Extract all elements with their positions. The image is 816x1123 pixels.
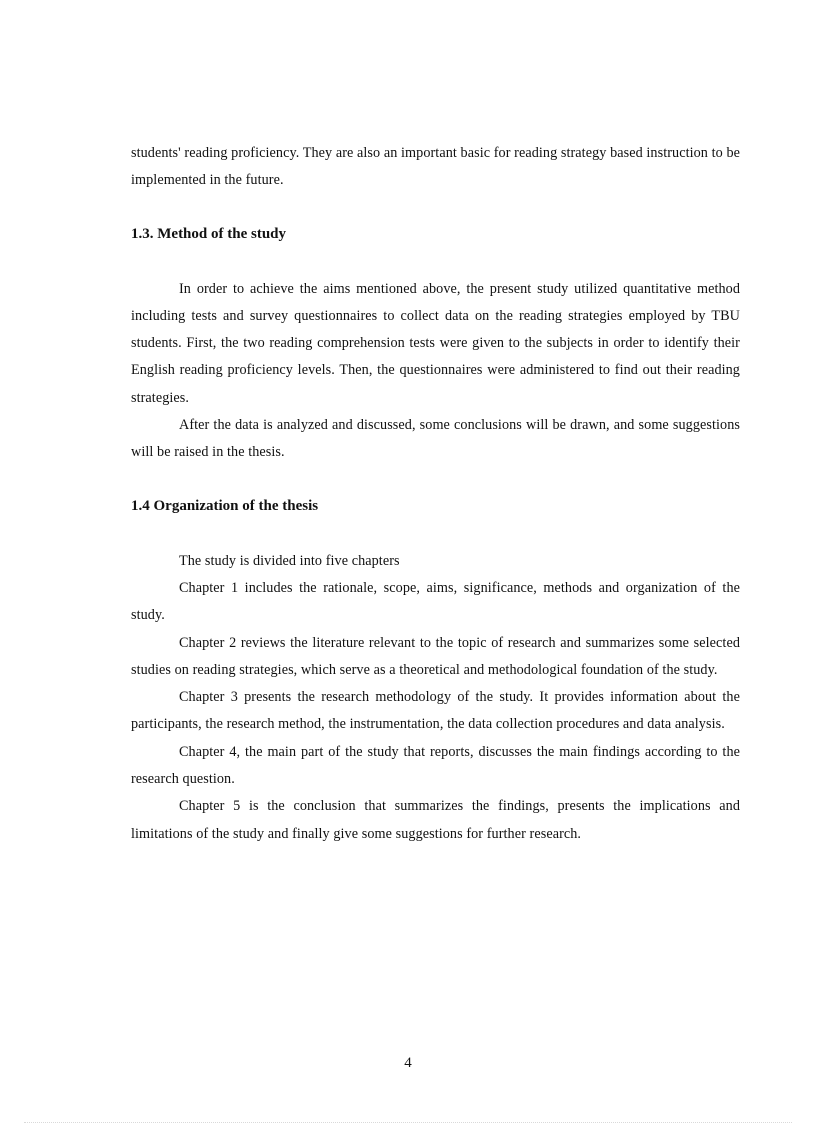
chapter-1-description: Chapter 1 includes the rationale, scope, aims, significance, methods and organization of the study. xyxy=(131,579,740,624)
section-heading-organization: 1.4 Organization of the thesis xyxy=(131,497,319,514)
method-paragraph-1: In order to achieve the aims mentioned above, the present study utilized quantitative method including tests and survey questionnaires to collect data on the reading strategies employed by TBU students. First, the two reading comprehension tests were given to the subjects in order to identify their English reading proficiency levels. Then, the questionnaires were administered to find out their reading strategies. xyxy=(131,280,740,406)
section-spacer xyxy=(131,195,740,221)
method-paragraph-2: After the data is analyzed and discussed, some conclusions will be drawn, and some suggestions will be raised in the thesis. xyxy=(131,417,740,461)
organization-intro: The study is divided into five chapters xyxy=(179,552,400,569)
heading-spacer xyxy=(131,248,740,276)
chapter-5-description: Chapter 5 is the conclusion that summarizes the findings, presents the implications and limitations of the study and finally give some suggestions for further research. xyxy=(131,798,740,842)
document-content xyxy=(131,140,740,848)
heading-spacer xyxy=(131,520,740,548)
section-spacer xyxy=(131,467,740,493)
chapter-3-description: Chapter 3 presents the research methodology of the study. It provides information about the participants, the research method, the instrumentation, the data collection procedures and data analysis. xyxy=(131,689,740,733)
opening-paragraph: students' reading proficiency. They are also an important basic for reading strategy based instruction to be implemented in the future. xyxy=(131,145,740,189)
section-heading-method: 1.3. Method of the study xyxy=(131,225,287,242)
page-number: 4 xyxy=(404,1055,412,1071)
chapter-2-description: Chapter 2 reviews the literature relevant to the topic of research and summarizes some selected studies on reading strategies, which serve as a theoretical and methodological foundation of the study. xyxy=(131,634,740,678)
chapter-4-description: Chapter 4, the main part of the study that reports, discusses the main findings according to the research question. xyxy=(131,743,740,788)
